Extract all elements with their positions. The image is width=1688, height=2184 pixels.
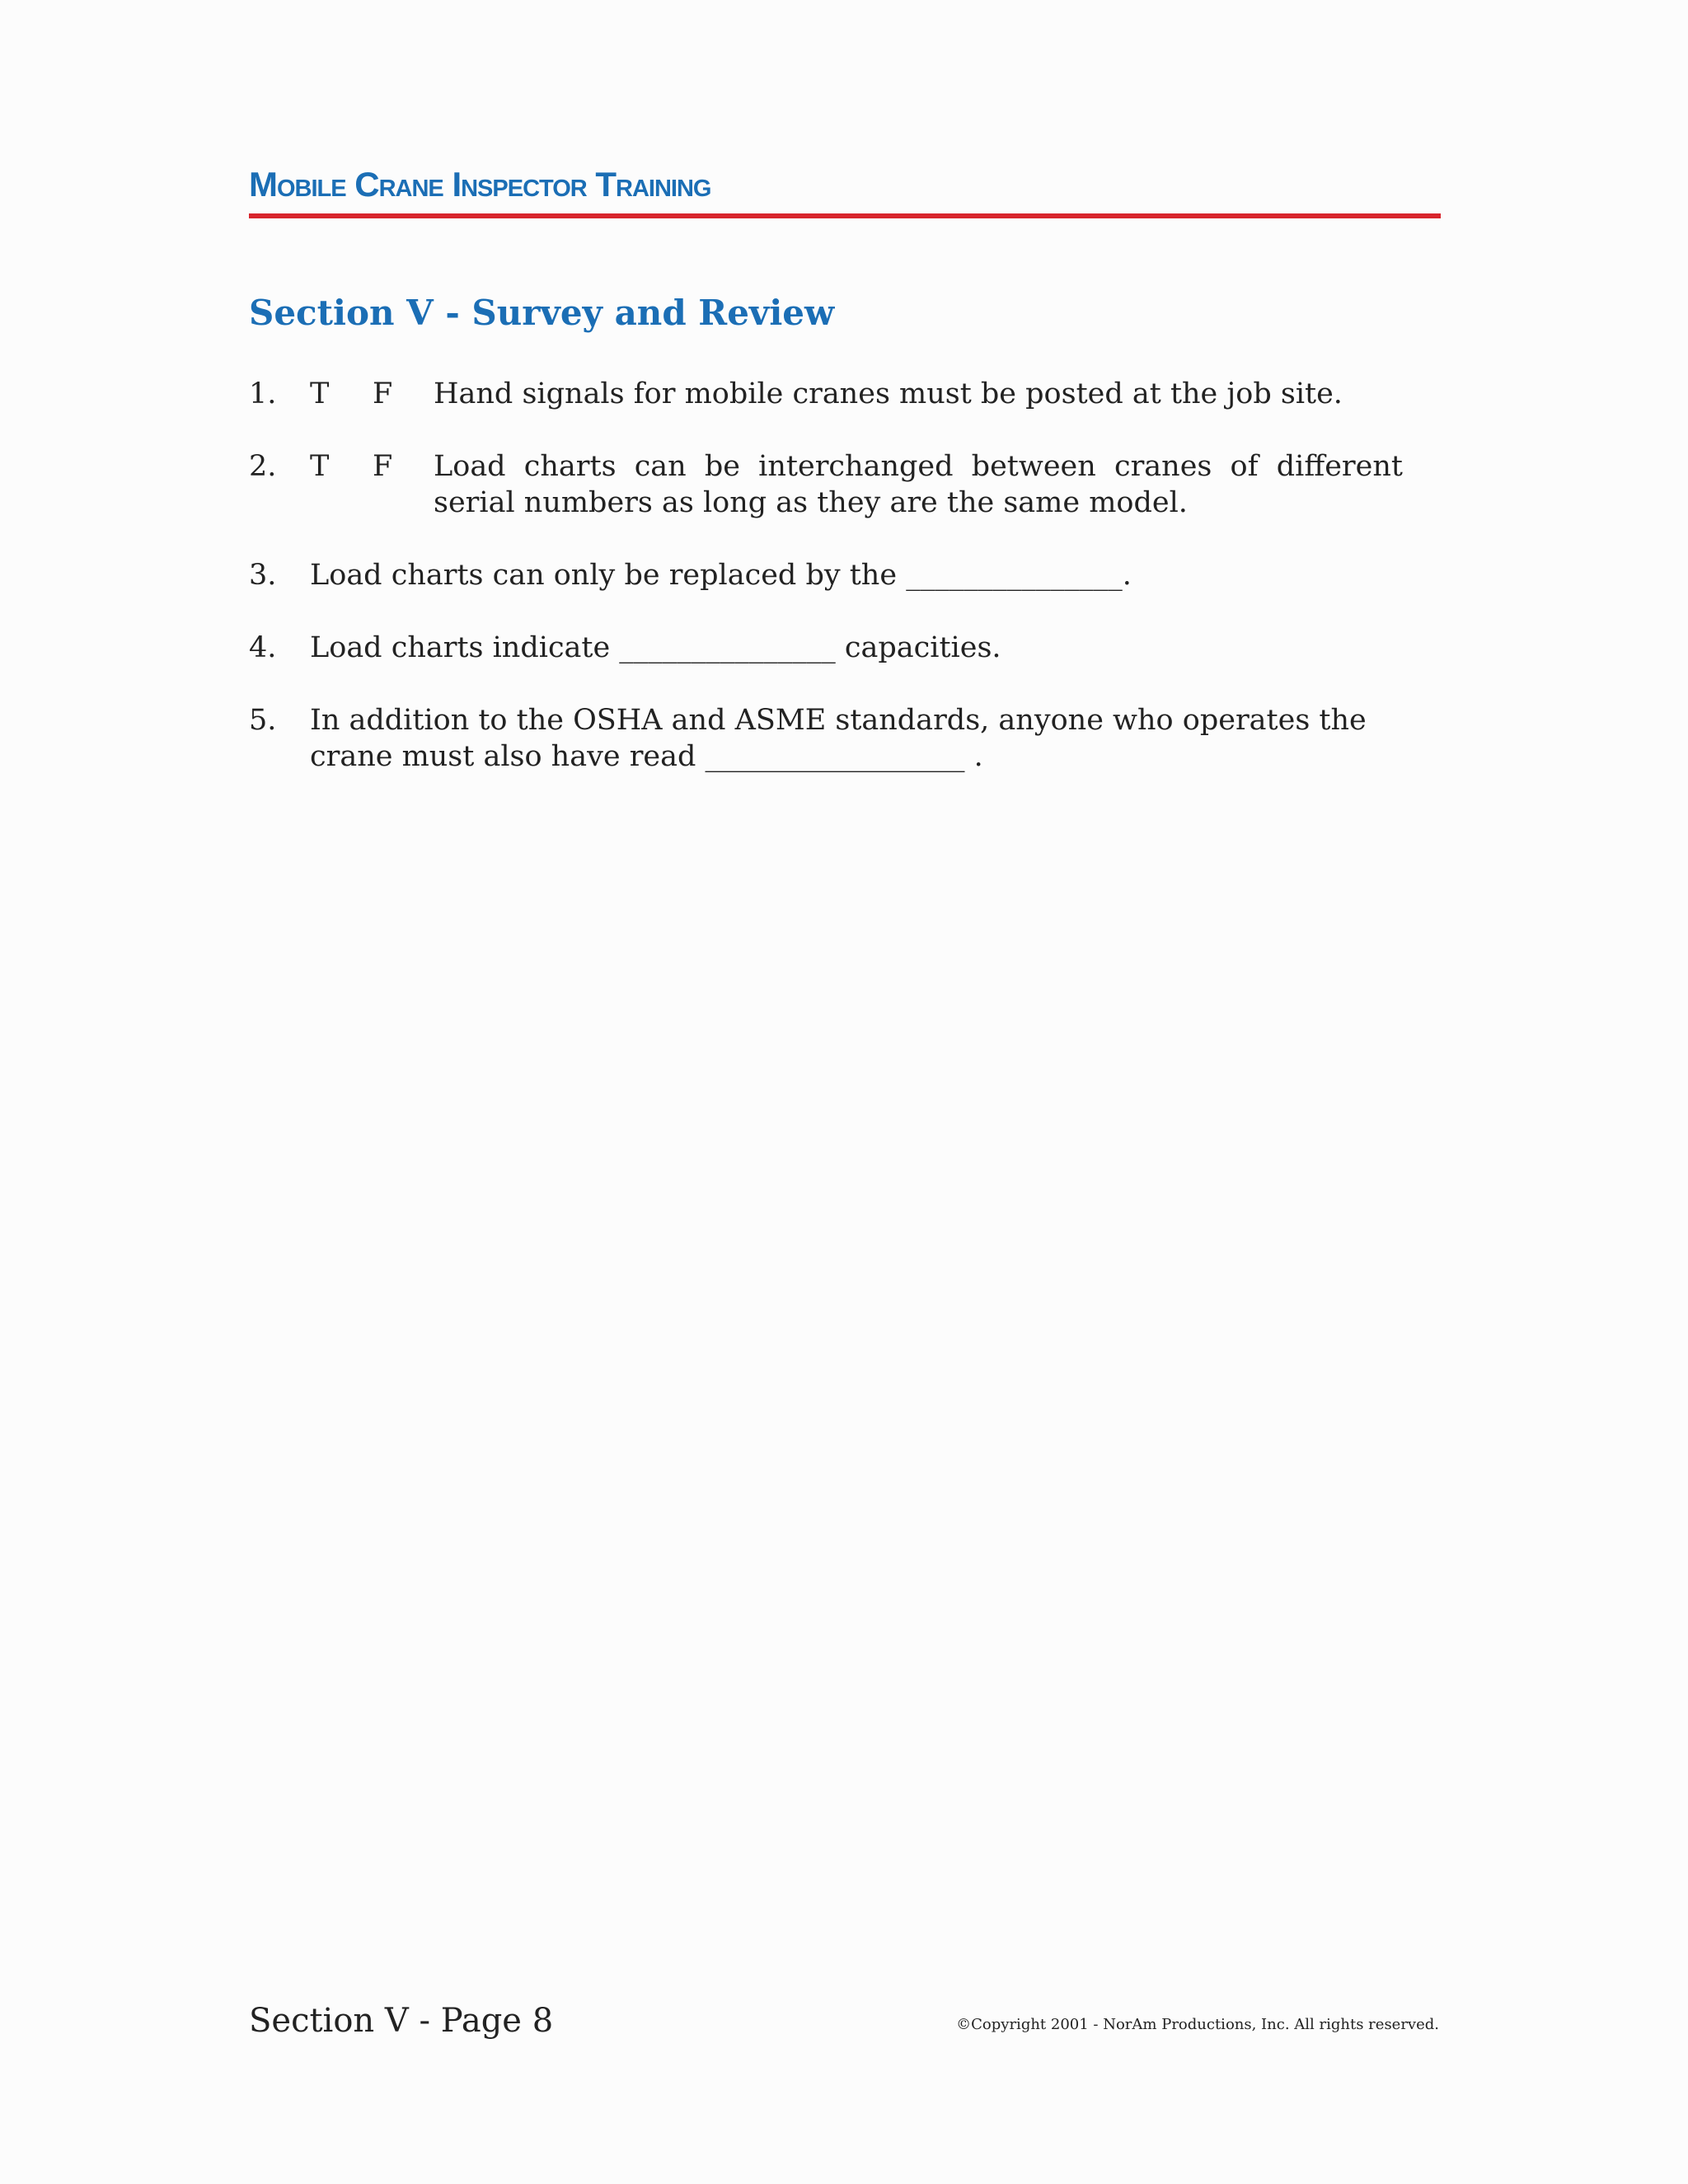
question-item	[249, 376, 1403, 412]
footer-copyright: ©Copyright 2001 - NorAm Productions, Inc. All rights reserved.	[956, 2016, 1439, 2033]
false-option: F	[373, 450, 393, 483]
question-number: 2.	[249, 450, 277, 483]
false-option: F	[373, 377, 393, 410]
question-list	[249, 376, 1403, 811]
question-text: Load charts indicate _______________ capacities.	[310, 631, 1001, 664]
true-option: T	[310, 450, 330, 483]
section-title: Section V - Survey and Review	[249, 293, 835, 333]
question-text: Hand signals for mobile cranes must be posted at the job site.	[434, 377, 1343, 410]
question-item	[249, 448, 1403, 521]
question-number: 5.	[249, 704, 277, 737]
question-number: 4.	[249, 631, 277, 664]
question-text: Load charts can only be replaced by the _______________.	[310, 559, 1132, 592]
question-text: Load charts can be interchanged between cranes of different serial numbers as long as they are the same model.	[434, 450, 1403, 519]
question-number: 1.	[249, 377, 277, 410]
question-number: 3.	[249, 559, 277, 592]
header-rule	[249, 213, 1441, 218]
question-text: In addition to the OSHA and ASME standards, anyone who operates the crane must also have read __________________ .	[310, 704, 1367, 773]
running-header-title: Mobile Crane Inspector Training	[249, 165, 711, 204]
true-option: T	[310, 377, 330, 410]
question-item	[249, 630, 1403, 666]
question-item	[249, 557, 1403, 593]
question-item	[249, 702, 1403, 775]
footer-page-label: Section V - Page 8	[249, 2002, 554, 2040]
